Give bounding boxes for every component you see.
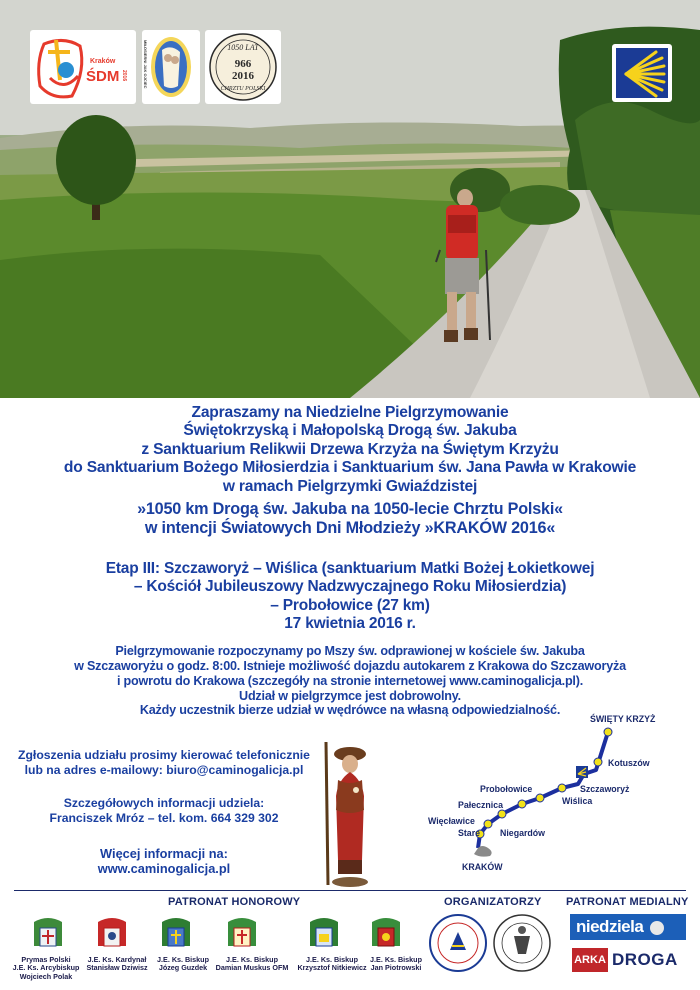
sdm-caption: ŚDM xyxy=(86,68,120,85)
coat-of-arms-icon xyxy=(34,918,62,946)
coat-of-arms-icon xyxy=(372,918,400,946)
map-stop xyxy=(594,758,602,766)
headline-line: w intencji Światowych Dni Młodzieży »KRAKÓW 2016« xyxy=(144,519,556,538)
route-map xyxy=(418,708,700,884)
droga-logo xyxy=(612,948,686,972)
coat-of-arms-icon xyxy=(310,918,338,946)
map-label-krakow: KRAKÓW xyxy=(462,862,503,872)
confraternitas-seal-icon xyxy=(494,915,550,971)
coat-of-arms-icon xyxy=(162,918,190,946)
patron-line: Krzysztof Nitkiewicz xyxy=(297,963,367,973)
map-label-stare: Stare xyxy=(458,828,481,838)
info-line: Szczegółowych informacji udziela: xyxy=(63,795,265,810)
map-label-palecznica: Pałecznica xyxy=(458,800,503,810)
headline-line: w ramach Pielgrzymki Gwiaździstej xyxy=(222,477,478,495)
organizers-seals xyxy=(428,910,556,976)
sdm-year: 2016 xyxy=(121,70,127,82)
patron-line: Wojciech Polak xyxy=(19,971,73,981)
coat-of-arms-icon xyxy=(98,918,126,946)
sdm-emblem-icon xyxy=(30,30,136,104)
media-patronage-title: PATRONAT MEDIALNY xyxy=(566,896,689,908)
st-james-statue-icon xyxy=(316,740,378,890)
map-label-wislica: Wiślica xyxy=(562,796,593,806)
scallop-shell-icon xyxy=(612,44,672,102)
baptism-emblem-icon xyxy=(205,30,281,104)
map-label-niegardow: Niegardów xyxy=(500,828,545,838)
coats-of-arms-row xyxy=(28,916,408,956)
stage-date: 17 kwietnia 2016 r. xyxy=(284,614,416,632)
map-label-wieclawice: Więcławice xyxy=(428,816,475,826)
honorary-patronage-title: PATRONAT HONOROWY xyxy=(168,896,301,908)
mercy-emblem-icon xyxy=(142,30,200,104)
baptism-line-2: 966 xyxy=(234,58,252,70)
map-label-swiety-krzyz: ŚWIĘTY KRZYŻ xyxy=(590,714,656,724)
details-line: w Szczaworyżu o godz. 8:00. Istnieje możliwość dojazdu autokarem z Krakowa do Szczaworyża xyxy=(74,658,626,673)
headline-line: »1050 km Drogą św. Jakuba na 1050-lecie Chrztu Polski« xyxy=(137,499,563,518)
niedziela-text: niedziela xyxy=(576,917,644,936)
patron-line: Damian Muskus OFM xyxy=(215,963,289,973)
map-stop xyxy=(558,784,566,792)
niedziela-globe-icon xyxy=(650,921,664,935)
baptism-line-3: 2016 xyxy=(232,70,254,82)
mercy-jubilee-logo xyxy=(142,30,200,104)
info-phone-line: Franciszek Mróz – tel. kom. 664 329 302 xyxy=(49,810,279,825)
signup-email-line[interactable]: lub na adres e-mailowy: biuro@caminogalicja.pl xyxy=(24,762,304,777)
footer-divider xyxy=(14,890,686,891)
details-line: Udział w pielgrzymce jest dobrowolny. xyxy=(239,688,461,703)
hero-photo xyxy=(0,0,700,398)
map-shell-icon xyxy=(576,766,588,778)
map-label-kotuszow: Kotuszów xyxy=(608,758,650,768)
map-stop xyxy=(484,820,492,828)
sdm-krakow-logo xyxy=(30,30,136,104)
patron-line: J.E. Ks. Arcybiskup xyxy=(12,963,80,973)
patron-caption xyxy=(210,956,294,973)
baptism-1050-logo xyxy=(205,30,281,104)
patron-line: J.E. Ks. Kardynał xyxy=(87,955,147,964)
droga-text: DROGA xyxy=(612,950,678,969)
more-info-line: Więcej informacji na: xyxy=(100,845,228,861)
headline-line: Zapraszamy na Niedzielne Pielgrzymowanie xyxy=(191,404,509,421)
organizers-title: ORGANIZATORZY xyxy=(444,896,542,908)
details-line: i powrotu do Krakowa (szczegóły na stronie internetowej www.caminogalicja.pl). xyxy=(116,673,584,688)
patron-line: Jan Piotrowski xyxy=(370,963,422,973)
headline-line: do Sanktuarium Bożego Miłosierdzia i Sanktuarium św. Jana Pawła w Krakowie xyxy=(63,459,637,477)
map-stop xyxy=(518,800,526,808)
patron-line: Prymas Polski xyxy=(21,955,71,964)
coat-of-arms-icon xyxy=(228,918,256,946)
website-link[interactable]: www.caminogalicja.pl xyxy=(97,861,231,877)
patron-line: J.E. Ks. Biskup xyxy=(370,955,422,964)
stage-block xyxy=(0,560,700,633)
details-line: Każdy uczestnik bierze udział w wędrówce na własną odpowiedzialność. xyxy=(139,703,561,718)
map-label-probolowice: Probołowice xyxy=(480,784,533,794)
patron-line: Stanisław Dziwisz xyxy=(86,963,148,973)
contact-block xyxy=(10,748,318,877)
arka-logo xyxy=(572,948,608,972)
arka-text: ARKA xyxy=(574,954,606,966)
map-label-szczaworyz: Szczaworyż xyxy=(580,784,630,794)
patron-line: J.E. Ks. Biskup xyxy=(306,955,358,964)
headline-line: z Sanktuarium Relikwii Drzewa Krzyża na Świętym Krzyżu xyxy=(141,440,559,458)
patron-line: J.E. Ks. Biskup xyxy=(226,955,278,964)
details-line: Pielgrzymowanie rozpoczynamy po Mszy św. odprawionej w kościele św. Jakuba xyxy=(115,644,585,658)
patron-caption xyxy=(290,956,374,973)
signup-line: Zgłoszenia udziału prosimy kierować telefonicznie xyxy=(18,748,310,762)
headline-line: Świętokrzyską i Małopolską Drogą św. Jakuba xyxy=(183,422,517,440)
baptism-line-4: CHRZTU POLSKI xyxy=(220,86,266,92)
patron-caption xyxy=(150,956,216,973)
mercy-caption: MIŁOSIERNI JAK OJCIEC xyxy=(143,40,148,89)
stage-line: Etap III: Szczaworyż – Wiślica (sanktuarium Matki Bożej Łokietkowej xyxy=(105,560,595,577)
patron-caption xyxy=(10,956,82,981)
stage-line: – Kościół Jubileuszowy Nadzwyczajnego Roku Miłosierdzia) xyxy=(133,578,567,596)
niedziela-logo xyxy=(570,914,686,940)
headline-block xyxy=(0,404,700,538)
map-stop xyxy=(536,794,544,802)
patron-caption xyxy=(364,956,428,973)
patron-line: J.E. Ks. Biskup xyxy=(157,955,209,964)
map-stop xyxy=(604,728,612,736)
patron-line: Józeg Guzdek xyxy=(158,963,208,973)
stage-line: – Probołowice (27 km) xyxy=(270,596,430,614)
baptism-line-1: 1050 LAT xyxy=(227,43,259,52)
patron-caption xyxy=(82,956,152,973)
sdm-caption-small: Kraków xyxy=(90,58,116,65)
confraternity-seal-icon xyxy=(430,915,486,971)
camino-shell-logo xyxy=(612,44,672,102)
map-stop xyxy=(498,810,506,818)
